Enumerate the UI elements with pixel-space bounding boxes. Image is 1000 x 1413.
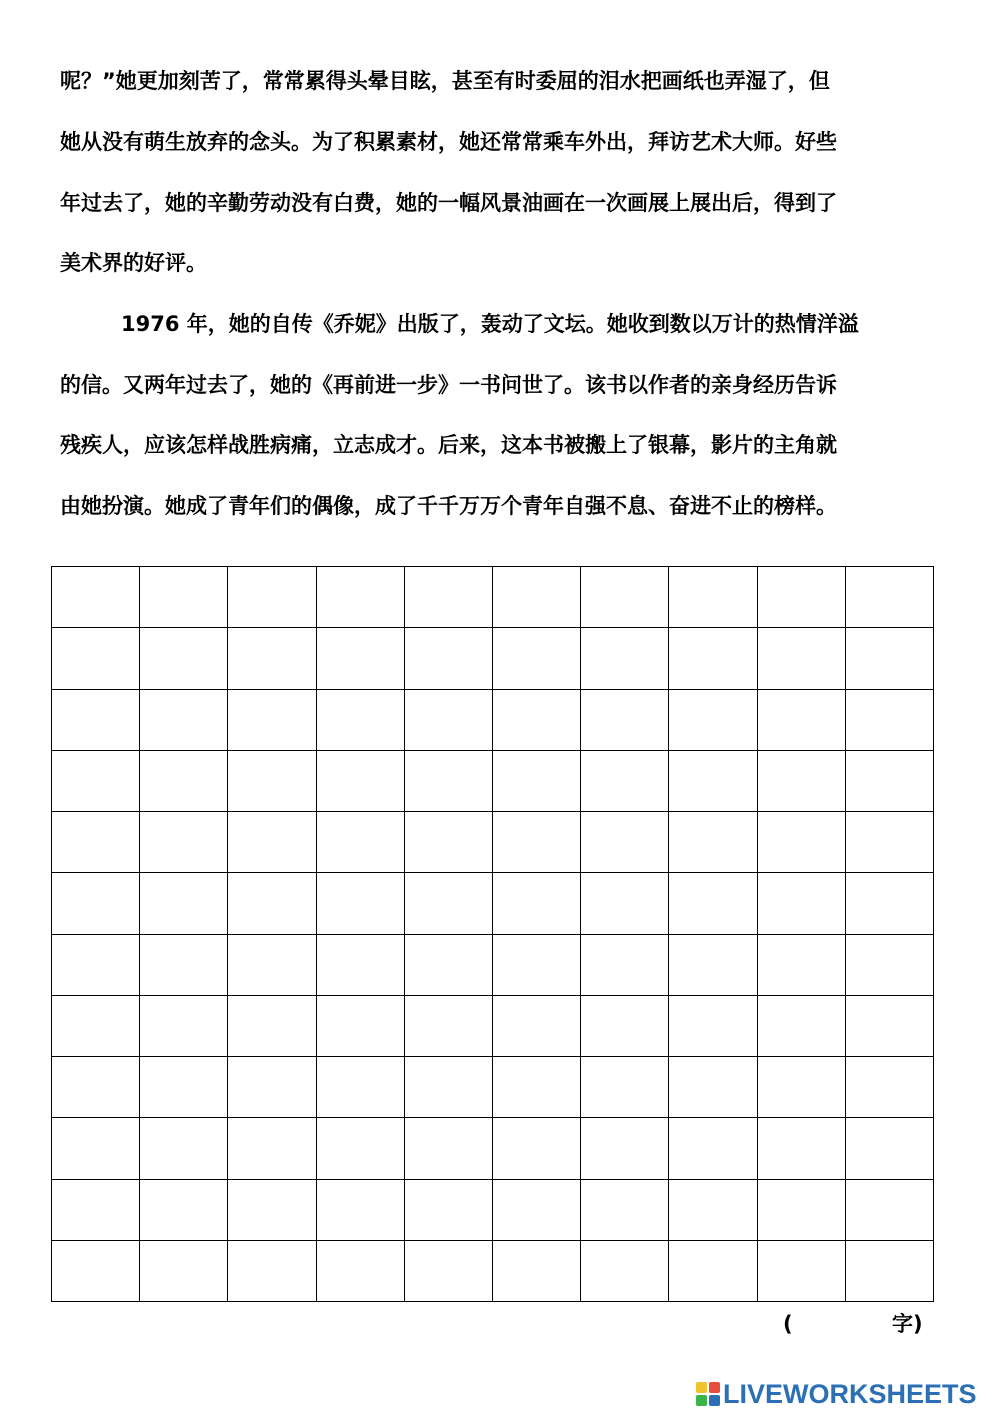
grid-cell[interactable] [493,1180,581,1241]
grid-cell[interactable] [228,567,316,628]
grid-cell[interactable] [493,996,581,1057]
grid-cell[interactable] [140,1118,228,1179]
grid-cell[interactable] [669,690,757,751]
grid-cell[interactable] [758,812,846,873]
grid-cell[interactable] [317,996,405,1057]
grid-cell[interactable] [669,628,757,689]
grid-cell[interactable] [317,690,405,751]
grid-cell[interactable] [669,751,757,812]
grid-cell[interactable] [405,873,493,934]
grid-cell[interactable] [228,1180,316,1241]
grid-cell[interactable] [317,1057,405,1118]
grid-cell[interactable] [317,751,405,812]
grid-cell[interactable] [493,1118,581,1179]
grid-cell[interactable] [228,935,316,996]
grid-cell[interactable] [758,690,846,751]
grid-cell[interactable] [317,1180,405,1241]
grid-cell[interactable] [669,567,757,628]
grid-cell[interactable] [493,690,581,751]
grid-cell[interactable] [581,1180,669,1241]
logo-mark-square [696,1395,707,1406]
grid-cell[interactable] [317,628,405,689]
grid-cell[interactable] [52,690,140,751]
grid-cell[interactable] [669,1180,757,1241]
grid-cell[interactable] [669,1057,757,1118]
grid-cell[interactable] [669,935,757,996]
grid-cell[interactable] [317,812,405,873]
grid-cell[interactable] [405,935,493,996]
grid-cell[interactable] [493,628,581,689]
grid-cell[interactable] [758,1180,846,1241]
grid-cell[interactable] [846,628,934,689]
grid-cell[interactable] [140,751,228,812]
grid-cell[interactable] [317,935,405,996]
grid-cell[interactable] [581,873,669,934]
grid-cell[interactable] [405,751,493,812]
grid-cell[interactable] [581,751,669,812]
grid-cell[interactable] [846,935,934,996]
logo-mark-square [709,1382,720,1393]
grid-cell[interactable] [140,935,228,996]
passage-line: 由她扮演。她成了青年们的偶像，成了千千万万个青年自强不息、奋进不止的榜样。 [60,494,837,518]
grid-cell[interactable] [52,1180,140,1241]
grid-cell[interactable] [669,873,757,934]
grid-cell[interactable] [846,1241,934,1302]
grid-cell[interactable] [52,935,140,996]
passage-line: 美术界的好评。 [60,251,207,275]
grid-cell[interactable] [758,935,846,996]
grid-cell[interactable] [405,812,493,873]
grid-cell[interactable] [581,1118,669,1179]
grid-cell[interactable] [405,1180,493,1241]
grid-cell[interactable] [52,1118,140,1179]
grid-cell[interactable] [140,1057,228,1118]
grid-cell[interactable] [493,1057,581,1118]
grid-cell[interactable] [52,812,140,873]
grid-cell[interactable] [405,567,493,628]
grid-cell[interactable] [140,628,228,689]
passage-line: 年过去了，她的辛勤劳动没有白费，她的一幅风景油画在一次画展上展出后，得到了 [60,191,837,215]
grid-cell[interactable] [52,567,140,628]
grid-cell[interactable] [140,1180,228,1241]
grid-cell[interactable] [228,690,316,751]
grid-cell[interactable] [581,935,669,996]
grid-cell[interactable] [228,996,316,1057]
grid-cell[interactable] [846,567,934,628]
grid-cell[interactable] [758,996,846,1057]
grid-cell[interactable] [493,1241,581,1302]
logo-text: LIVEWORKSHEETS [723,1379,977,1409]
grid-cell[interactable] [52,1057,140,1118]
grid-cell[interactable] [581,996,669,1057]
grid-cell[interactable] [228,1241,316,1302]
grid-cell[interactable] [317,567,405,628]
grid-cell[interactable] [758,873,846,934]
grid-cell[interactable] [405,1118,493,1179]
grid-cell[interactable] [228,751,316,812]
grid-cell[interactable] [52,751,140,812]
grid-cell[interactable] [758,567,846,628]
liveworksheets-logo [696,1379,977,1409]
grid-cell[interactable] [52,873,140,934]
grid-cell[interactable] [140,567,228,628]
grid-cell[interactable] [758,1241,846,1302]
grid-cell[interactable] [228,812,316,873]
grid-cell[interactable] [581,567,669,628]
grid-cell[interactable] [581,628,669,689]
grid-cell[interactable] [669,1118,757,1179]
grid-cell[interactable] [758,1057,846,1118]
grid-cell[interactable] [228,873,316,934]
grid-cell[interactable] [317,1118,405,1179]
grid-cell[interactable] [581,1241,669,1302]
grid-cell[interactable] [846,1057,934,1118]
grid-cell[interactable] [846,812,934,873]
grid-cell[interactable] [405,1057,493,1118]
grid-cell[interactable] [405,690,493,751]
grid-cell[interactable] [140,1241,228,1302]
logo-mark-icon [696,1382,720,1406]
grid-cell[interactable] [405,1241,493,1302]
grid-cell[interactable] [405,628,493,689]
grid-cell[interactable] [669,812,757,873]
grid-cell[interactable] [52,628,140,689]
grid-cell[interactable] [317,873,405,934]
grid-cell[interactable] [493,567,581,628]
grid-cell[interactable] [581,690,669,751]
grid-cell[interactable] [669,996,757,1057]
grid-cell[interactable] [52,996,140,1057]
grid-cell[interactable] [846,690,934,751]
passage-line: 的信。又两年过去了，她的《再前进一步》一书问世了。该书以作者的亲身经历告诉 [60,373,837,397]
logo-mark-square [709,1395,720,1406]
grid-cell[interactable] [493,751,581,812]
grid-cell[interactable] [846,1180,934,1241]
passage-line: 残疾人，应该怎样战胜病痛，立志成才。后来，这本书被搬上了银幕，影片的主角就 [60,433,837,457]
logo-mark-square [696,1382,707,1393]
passage-line: 她从没有萌生放弃的念头。为了积累素材，她还常常乘车外出，拜访艺术大师。好些 [60,130,837,154]
grid-cell[interactable] [493,812,581,873]
grid-cell[interactable] [846,1118,934,1179]
grid-cell[interactable] [581,1057,669,1118]
grid-cell[interactable] [405,996,493,1057]
grid-cell[interactable] [758,751,846,812]
grid-cell[interactable] [228,1057,316,1118]
grid-cell[interactable] [846,996,934,1057]
grid-cell[interactable] [228,1118,316,1179]
grid-cell[interactable] [581,812,669,873]
grid-cell[interactable] [140,873,228,934]
passage-line: 呢？”她更加刻苦了，常常累得头晕目眩，甚至有时委屈的泪水把画纸也弄湿了，但 [60,69,830,93]
grid-cell[interactable] [758,1118,846,1179]
grid-cell[interactable] [140,812,228,873]
word-count-label: 字) [892,1312,923,1336]
grid-cell[interactable] [669,1241,757,1302]
writing-grid [51,566,934,1302]
grid-cell[interactable] [493,935,581,996]
grid-cell[interactable] [317,1241,405,1302]
grid-cell[interactable] [493,873,581,934]
grid-cell[interactable] [846,751,934,812]
grid-cell[interactable] [140,996,228,1057]
grid-cell[interactable] [52,1241,140,1302]
passage-line: 1976 年，她的自传《乔妮》出版了，轰动了文坛。她收到数以万计的热情洋溢 [121,312,859,336]
grid-cell[interactable] [758,628,846,689]
word-count-open: ( [783,1312,793,1336]
grid-cell[interactable] [846,873,934,934]
grid-cell[interactable] [228,628,316,689]
grid-cell[interactable] [140,690,228,751]
